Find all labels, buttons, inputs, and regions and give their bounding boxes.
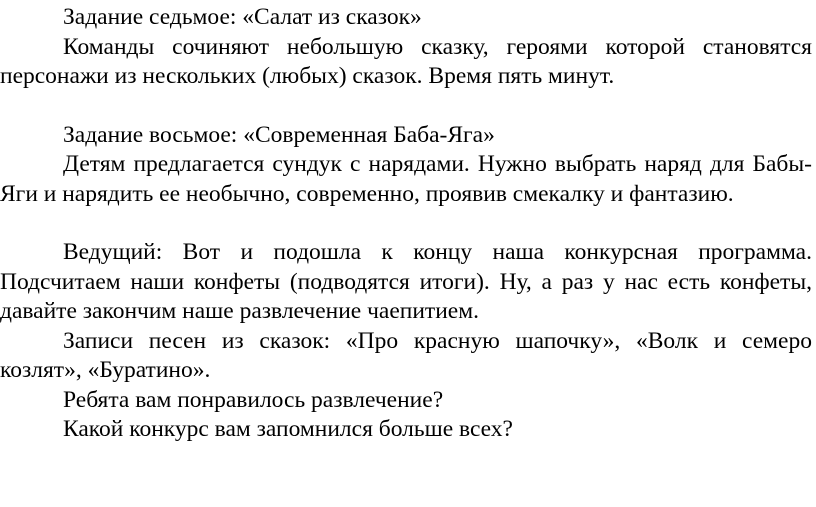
question-1: Ребята вам понравилось развлечение? [63, 387, 444, 413]
task7-text-line2: персонажи из нескольких (любых) сказок. Время пять минут. [0, 63, 615, 89]
question-2: Какой конкурс вам запомнился больше всех? [63, 416, 513, 442]
songs-text-line2: козлят», «Буратино». [0, 357, 211, 383]
task8-title: Задание восьмое: «Современная Баба-Яга» [63, 122, 495, 148]
host-text-line3: давайте закончим наше развлечение чаепитием. [0, 298, 479, 324]
task7-title: Задание седьмое: «Салат из сказок» [63, 4, 422, 30]
task7-text-line1: Команды сочиняют небольшую сказку, героями которой становятся [63, 34, 812, 60]
task8-text-line1: Детям предлагается сундук с нарядами. Нужно выбрать наряд для Бабы- [63, 151, 812, 177]
task8-text-line2: Яги и нарядить ее необычно, современно, проявив смекалку и фантазию. [0, 181, 734, 207]
host-text-line1: Ведущий: Вот и подошла к концу наша конкурсная программа. [63, 239, 812, 265]
host-text-line2: Подсчитаем наши конфеты (подводятся итоги). Ну, а раз у нас есть конфеты, [0, 269, 812, 295]
songs-text-line1: Записи песен из сказок: «Про красную шапочку», «Волк и семеро [63, 328, 812, 354]
